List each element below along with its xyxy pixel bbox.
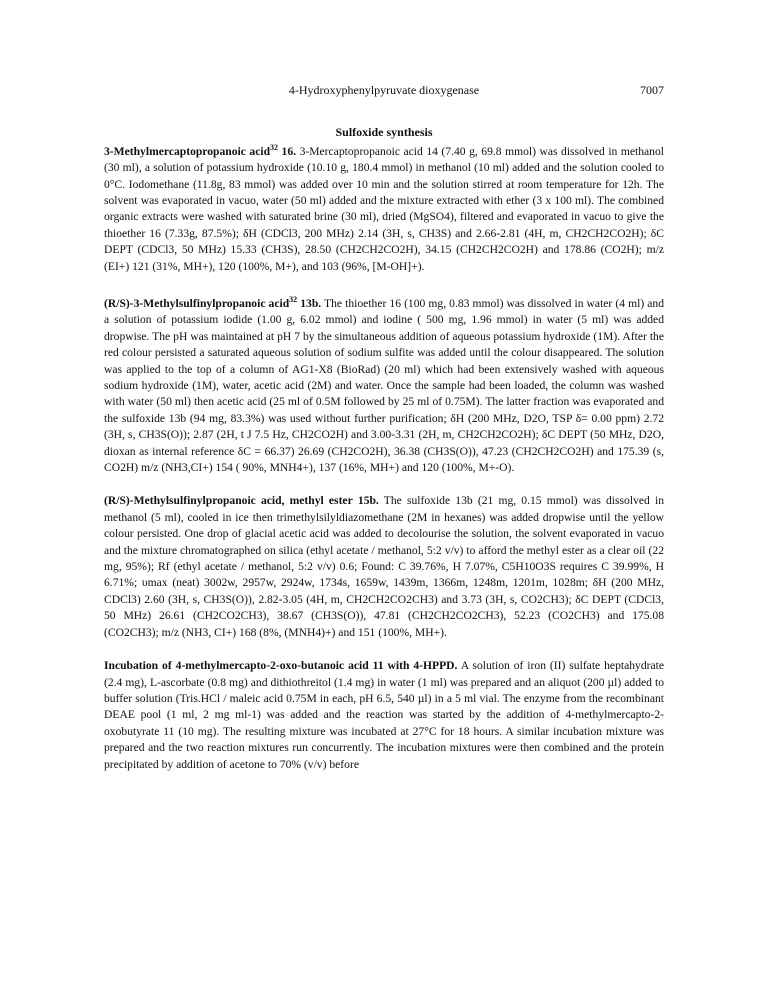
running-title: 4-Hydroxyphenylpyruvate dioxygenase <box>288 83 480 97</box>
compound-title: (R/S)-Methylsulfinylpropanoic acid, methyl ester <box>104 494 353 508</box>
reference-number: 32 <box>270 143 279 152</box>
reference-number: 32 <box>289 295 298 305</box>
paragraph-text: A solution of iron (II) sulfate heptahydrate (2.4 mg), L-ascorbate (0.8 mg) and dithiothreitol (1.4 mg) in water (1 ml) was prepared and an aliquot (200 µl) added to buffer solution (Tris.HCl / maleic acid 0.75M in each, pH 6.5, 540 µl) in a 5 ml vial. The enzyme from the recombinant DEAE pool (1 ml, 2 mg ml-1) was added and the reaction was started by the addition of 4-methylmercapto-2-oxobutyrate 11 (10 mg). The resulting mixture was incubated at 27°C for 18 hours. A similar incubation mixture was prepared and the two reaction mixtures run concurrently. The incubation mixtures were then combined and the protein precipitated by addition of acetone to 70% (v/v) before <box>104 659 664 771</box>
compound-title: (R/S)-3-Methylsulfinylpropanoic acid <box>104 296 290 310</box>
paragraph-text: The thioether 16 (100 mg, 0.83 mmol) was dissolved in water (4 ml) and a solution of potassium iodide (1.00 g, 6.02 mmol) and iodine ( 500 mg, 1.96 mmol) in water (5 ml) was added dropwise. The pH was maintained at pH 7 by the simultaneous addition of aqueous potassium hydroxide (1M). After the red colour persisted a saturated aqueous solution of sodium sulfite was added until the colour disappeared. The solution was applied to the top of a column of AG1-X8 (BioRad) (20 ml) which had been extensively washed with aqueous sodium hydroxide (1M), water, acetic acid (2M) and water. Once the sample had been loaded, the column was washed with water (50 ml) then acetic acid (25 ml of 0.5M followed by 25 ml of 0.75M). The latter fraction was evaporated and the sulfoxide 13b (94 mg, 83.3%) was used without further purification; δH (200 MHz, D2O, TSP δ= 0.00 ppm) 2.72 (3H, s, CH3S(O)); 2.87 (2H, t J 7.5 Hz, CH2CO2H) and 3.00-3.31 (2H, m, CH2CH2CO2H); δC DEPT (50 MHz, D2O, dioxan as internal reference δC = 66.37) 26.69 (CH2CO2H), 36.38 (CH3S(O)), 47.23 (CH2CH2CO2H) and 175.39 (s, CO2H) m/z (NH3,CI+) 154 ( 90%, MNH4+), 137 (16%, MH+) and 120 (100%, M+-O). <box>104 296 664 475</box>
paragraph-gap <box>104 476 664 493</box>
paragraph-methyl-ester <box>104 493 664 641</box>
paragraph-text: 3-Mercaptopropanoic acid 14 (7.40 g, 69.8 mmol) was dissolved in methanol (30 ml), a solution of potassium hydroxide (10.10 g, 180.4 mmol) in methanol (10 ml) added and the solution cooled to 0°C. Iodomethane (11.8g, 83 mmol) was added over 10 min and the solution stirred at room temperature for 12h. The solvent was evaporated in vacuo, water (50 ml) added and the mixture extracted with ether (3 x 100 ml). The combined organic extracts were washed with saturated brine (30 ml), dried (MgSO4), filtered and evaporated in vacuo to give the thioether 16 (7.33g, 87.5%); δH (CDCl3, 200 MHz) 2.14 (3H, s, CH3S) and 2.66-2.81 (4H, m, CH2CH2CO2H); δC DEPT (CDCl3, 50 MHz) 15.33 (CH3S), 28.50 (CH2CH2CO2H), 34.15 (CH2CH2CO2H) and 178.86 (CO2H); m/z (EI+) 121 (31%, MH+), 120 (100%, M+), and 103 (96%, [M-OH]+). <box>104 144 664 273</box>
page-number: 7007 <box>640 83 664 97</box>
paragraph-text: The sulfoxide 13b (21 mg, 0.15 mmol) was dissolved in methanol (5 ml), cooled in ice then trimethylsilyldiazomethane (2M in hexanes) was added dropwise until the yellow colour persisted. One drop of glacial acetic acid was added to decolourise the solution, the solvent evaporated in vacuo and the mixture chromatographed on silica (ethyl acetate / methanol, 5:2 v/v) to afford the methyl ester as a clear oil (22 mg, 95%); Rf (ethyl acetate / methanol, 5:2 v/v) 0.6; Found: C 39.76%, H 7.07%, C5H10O3S requires C 39.99%, H 6.71%; υmax (neat) 3002w, 2957w, 2924w, 1734s, 1659w, 1439m, 1366m, 1248m, 1201m, 1028m; δH (200 MHz, CDCl3) 2.60 (3H, s, CH3S(O)), 2.82-3.05 (4H, m, CH2CH2CO2CH3) and 3.73 (3H, s, CO2CH3); δC DEPT (CDCl3, 50 MHz) 26.61 (CH2CO2CH3), 38.67 (CH3S(O)), 47.81 (CH2CH2CO2CH3), 52.23 (CO2CH3) and 175.08 (CO2CH3); m/z (NH3, CI+) 168 (8%, (MNH4)+) and 151 (100%, MH+). <box>104 494 664 639</box>
running-head <box>104 83 664 101</box>
compound-title: Incubation of 4-methylmercapto-2-oxo-butanoic acid 11 with 4-HPPD. <box>104 659 458 673</box>
paragraph-incubation <box>104 658 664 773</box>
paragraph-methylmercaptopropanoic-acid <box>104 140 664 275</box>
compound-number: 13b. <box>300 296 322 310</box>
compound-number: 15b. <box>357 494 379 508</box>
compound-number: 16. <box>281 144 297 158</box>
compound-title: 3-Methylmercaptopropanoic acid <box>104 144 271 158</box>
paragraph-methylsulfinylpropanoic-acid <box>104 292 664 476</box>
paragraph-gap <box>104 641 664 658</box>
paragraph-gap <box>104 275 664 292</box>
article-body <box>104 124 664 773</box>
section-heading: Sulfoxide synthesis <box>335 125 433 139</box>
